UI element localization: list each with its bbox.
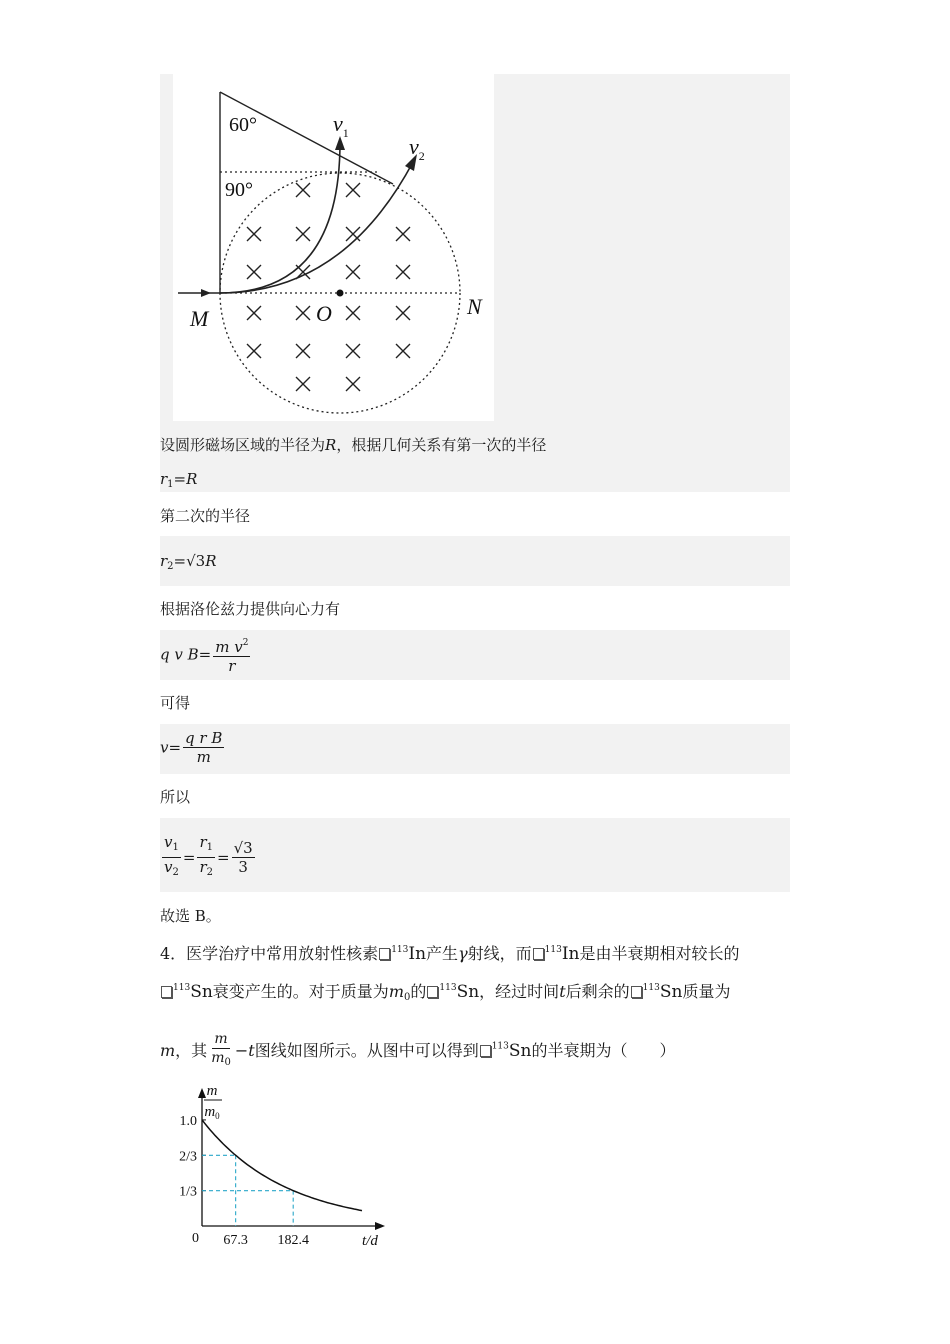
x-tick-label: 182.4 <box>277 1233 309 1248</box>
N-label: N <box>467 294 482 319</box>
solution-conclusion: 故选 B。 <box>160 907 221 925</box>
x-tick-label: 67.3 <box>223 1233 248 1248</box>
equation-r2: $r_2=√3R$ <box>160 552 217 572</box>
solution-line-4: 可得 <box>160 694 191 712</box>
equation-velocity: v= $\frac{\text{q r B}}{m}$ <box>160 729 223 766</box>
y-axis-arrow <box>198 1088 206 1098</box>
decay-curve <box>202 1120 362 1211</box>
solution-band-eq3 <box>160 630 790 680</box>
y-axis-label-den: $m_0$ <box>204 1104 220 1121</box>
center-O <box>337 290 344 297</box>
v1-label: $v_1$ <box>333 111 349 140</box>
origin-label: 0 <box>192 1231 199 1246</box>
angle-60-label: 60° <box>229 114 257 136</box>
equation-ratio: $\frac{v_1}{v_2}$ = $\frac{r_1}{r_2}$ = $\frac{√3}{3}$ <box>164 833 253 878</box>
O-label: O <box>316 301 332 326</box>
y-axis-label-num: m <box>206 1083 218 1099</box>
solution-line-3: 根据洛伦兹力提供向心力有 <box>160 600 341 618</box>
y-tick-label: 1.0 <box>179 1113 197 1129</box>
solution-line-1: 设圆形磁场区域的半径为R，根据几何关系有第一次的半径 <box>160 436 547 454</box>
solution-band-eq4 <box>160 724 790 774</box>
equation-lorentz: q v B= $\frac{m v^2}{r}$ <box>160 634 252 675</box>
decay-chart <box>160 1080 390 1260</box>
y-tick-label: 1/3 <box>179 1184 197 1200</box>
solution-band-eq2 <box>160 536 790 586</box>
question4-line-1: 4．医学治疗中常用放射性核素 $^{113}$In产生γ射线，而 $^{113}$In是由半衰期相对较长的 <box>160 944 740 964</box>
solution-line-5: 所以 <box>160 788 191 806</box>
M-label: M <box>190 306 209 331</box>
equation-r1: $r_1=R$ <box>160 470 198 490</box>
v2-label: $v_2$ <box>409 134 425 163</box>
solution-line-2: 第二次的半径 <box>160 507 251 525</box>
x-axis-label: t/d <box>362 1233 378 1249</box>
question4-line-3: m，其 $\frac{m}{m_0}$ −t图线如图所示。从图中可以得到 $^{113}$Sn的半衰期为（ ） <box>160 1031 676 1068</box>
x-axis-arrow <box>375 1222 385 1230</box>
magnetic-field-diagram <box>173 74 494 421</box>
question4-line-2: $^{113}$Sn衰变产生的。对于质量为$m_0$的 $^{113}$Sn，经过时间t后剩余的 $^{113}$Sn质量为 <box>160 976 730 1010</box>
y-tick-label: 2/3 <box>179 1149 197 1165</box>
angle-90-label: 90° <box>225 179 253 201</box>
